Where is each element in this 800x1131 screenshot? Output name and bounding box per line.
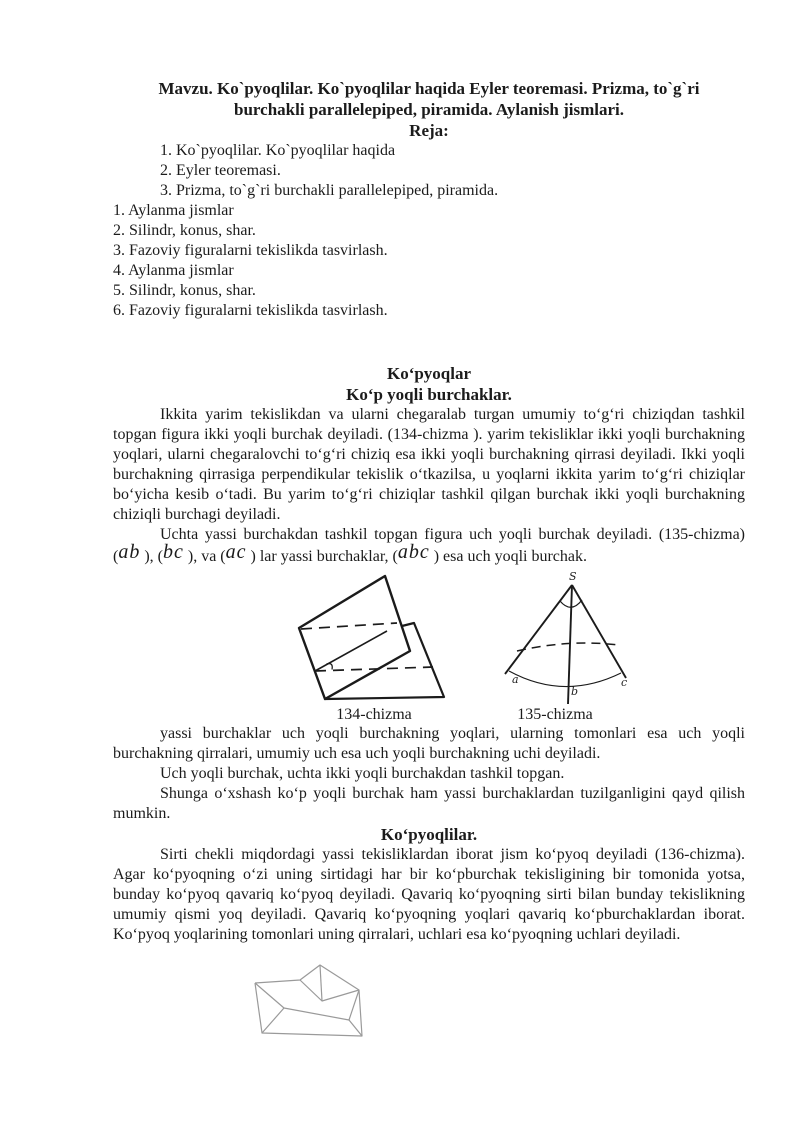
math-ab: ab (118, 541, 141, 563)
plan-list-item: 1. Ko`pyoqlilar. Ko`pyoqlilar haqida (160, 142, 396, 159)
base-curve (509, 671, 621, 687)
paragraph-three-dihedral: Uch yoqli burchak, uchta ikki yoqli burchakdan tashkil topgan. (160, 765, 565, 782)
topic-list-item: 6. Fazoviy figuralarni tekislikda tasvirlash. (113, 302, 388, 319)
figure-135-caption: 135-chizma (517, 706, 593, 723)
topic-list-item: 1. Aylanma jismlar (113, 202, 234, 219)
ray-c (572, 585, 626, 678)
topic-list-item: 5. Silindr, konus, shar. (113, 282, 256, 299)
text-run: ), va ( (183, 548, 226, 565)
paragraph-dihedral-angle: Ikkita yarim tekislikdan va ularni chegaralab turgan umumiy to‘g‘ri chiziqdan tashkil topgan figura ikki yoqli burchak deyiladi. (134-chizma ). yarim tekisliklar ikki yoqli burchakning yoqlari, ularni chegaralovchi to‘g‘ri chiziq esa ikki yoqli burchakning qirrasi deyiladi. Ikki yoqli burchakning qirrasiga perpendikular tekislik o‘tkazilsa, u yoqlarni ikkita yarim to‘g‘ri chiziqlar bo‘yicha kesib o‘tadi. Bu yarim to‘g‘ri chiziqlar tashkil qilgan burchak ikki yoqli burchakning chiziqli burchagi deyiladi. (113, 406, 745, 523)
paragraph-shunga-oxshash: Shunga o‘xshash ko‘p yoqli burchak ham yassi burchaklardan tuzilganligini qayd qilish mumkin. (113, 785, 745, 822)
text-run: ) lar yassi burchaklar, ( (246, 548, 398, 565)
paragraph-polyhedron-definition: Sirti chekli miqdordagi yassi tekisliklardan iborat jism ko‘pyoq deyiladi (136-chizma). Agar ko‘pyoqning o‘zi uning sirtidagi har bir ko‘pburchak tekisligining bir tomonida yotsa, bunday ko‘pyoq qavariq ko‘pyoq deyiladi. Qavariq ko‘pyoqning sirti bilan bunday tekislikning umumiy qismi yoq deyiladi. Qavariq ko‘pyoqning yoqlari qavariq ko‘pburchaklardan iborat. Ko‘pyoq yoqlarining tomonlari uning qirralari, uchlari esa ko‘pyoqning uchlari deyiladi. (113, 846, 745, 943)
label-a: a (512, 673, 519, 686)
label-c: c (621, 676, 628, 689)
upper-half-plane (299, 576, 410, 699)
polyhedron-edges (255, 965, 362, 1036)
math-bc: bc (162, 541, 184, 563)
dashed-section-curve (517, 643, 618, 651)
trihedral-angle-drawing (479, 571, 631, 705)
label-S: S (569, 571, 577, 583)
figure-135 (479, 571, 631, 724)
label-b: b (571, 685, 579, 698)
topic-list-item: 3. Fazoviy figuralarni tekislikda tasvirlash. (113, 242, 388, 259)
document-title: Mavzu. Ko`pyoqlilar. Ko`pyoqlilar haqida Eyler teoremasi. Prizma, to`g`ri burchakli parallelepiped, piramida. Aylanish jismlari. (158, 79, 700, 119)
paragraph-trihedral-angle (113, 525, 745, 567)
figure-134-caption: 134-chizma (336, 706, 412, 723)
topic-list-item: 4. Aylanma jismlar (113, 262, 234, 279)
text-run: ), ( (140, 548, 163, 565)
figure-134 (285, 573, 463, 724)
topic-list-item: 2. Silindr, konus, shar. (113, 222, 256, 239)
section-heading-kopyoqlilar: Ko‘pyoqlilar. (380, 825, 478, 844)
plan-list (160, 141, 745, 201)
section-heading-kopyoqlar: Ko‘pyoqlar (386, 364, 472, 383)
plan-heading: Reja: (409, 121, 449, 140)
plan-list-item: 2. Eyler teoremasi. (160, 162, 281, 179)
dihedral-angle-drawing (285, 573, 463, 705)
ray-a (505, 585, 572, 674)
section-heading-kop-yoqli-burchaklar: Ko‘p yoqli burchaklar. (346, 385, 512, 404)
topic-list (113, 201, 745, 321)
plan-list-item: 3. Prizma, to`g`ri burchakli parallelepiped, piramida. (160, 182, 499, 199)
figures-row (285, 571, 745, 724)
math-abc: abc (397, 541, 430, 563)
text-run: Uchta yassi burchakdan tashkil topgan figura uch yoqli burchak deyiladi. (135-chizma) ( (113, 526, 745, 565)
paragraph-flat-angles: yassi burchaklar uch yoqli burchakning yoqlari, ularning tomonlari esa uch yoqli burchakning qirralari, umumiy uch esa uch yoqli burchakning uchi deyiladi. (113, 725, 745, 762)
text-run: ) esa uch yoqli burchak. (429, 548, 587, 565)
nonconvex-polyhedron-drawing (250, 961, 372, 1047)
math-ac: ac (225, 541, 247, 563)
